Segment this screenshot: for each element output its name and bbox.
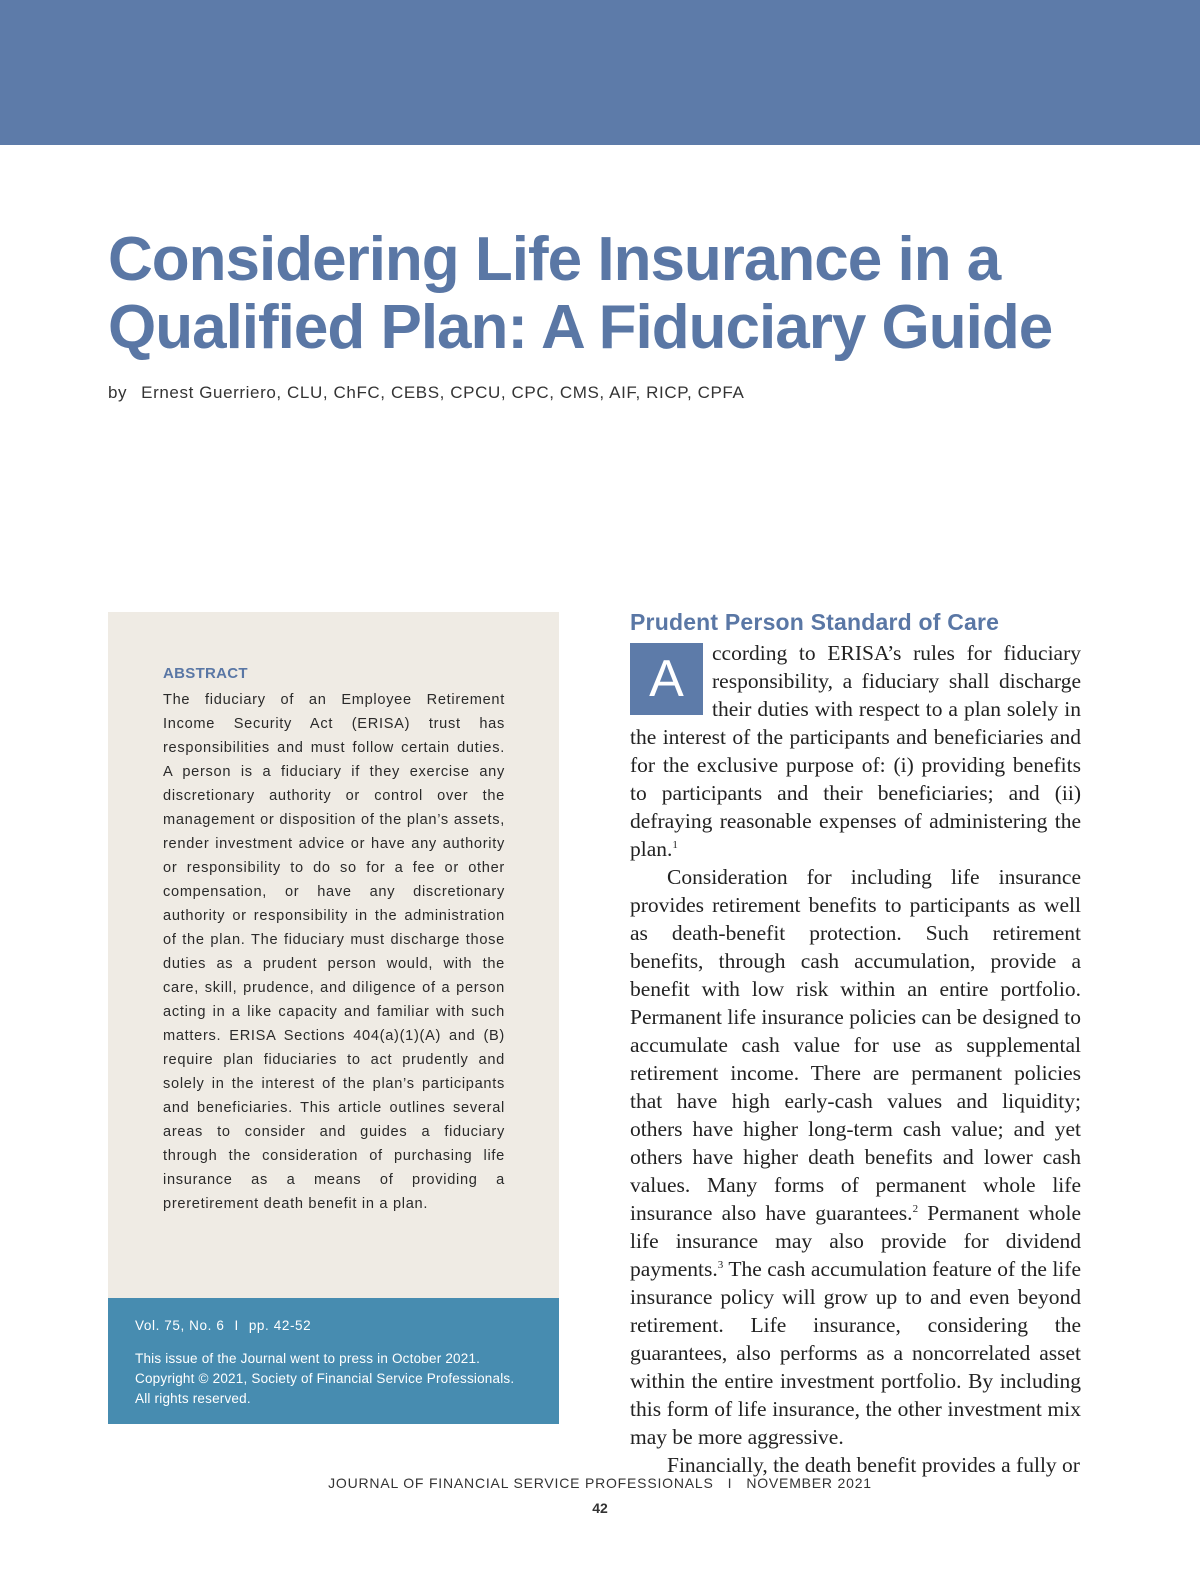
rights-line: All rights reserved.	[135, 1391, 251, 1406]
page-number: 42	[592, 1500, 608, 1516]
copyright-line: Copyright © 2021, Society of Financial Service Professionals.	[135, 1371, 515, 1386]
drop-cap: A	[630, 643, 703, 715]
press-info	[135, 1349, 555, 1409]
footer-separator: I	[727, 1475, 733, 1491]
footnote-ref-1: 1	[672, 838, 678, 851]
footnote-ref-3: 3	[717, 1258, 724, 1271]
issue-info-box	[108, 1298, 559, 1424]
header-color-band	[0, 0, 1200, 145]
body-column	[630, 639, 1081, 1479]
byline-prefix: by	[108, 383, 128, 402]
abstract-heading: ABSTRACT	[163, 665, 248, 682]
journal-name: JOURNAL OF FINANCIAL SERVICE PROFESSIONALS	[328, 1475, 714, 1491]
abstract-text: The fiduciary of an Employee Retirement Income Security Act (ERISA) trust has responsibilities and must follow certain duties. A person is a fiduciary if they exercise any discretionary authority or control over the management or disposition of the plan’s assets, render investment advice or have any authority or responsibility to do so for a fee or other compensation, or have any discretionary authority or responsibility in the administration of the plan. The fiduciary must discharge those duties as a prudent person would, with the care, skill, prudence, and diligence of a person acting in a like capacity and familiar with such matters. ERISA Sections 404(a)(1)(A) and (B) require plan fiduciaries to act prudently and solely in the interest of the plan’s participants and beneficiaries. This article outlines several areas to consider and guides a fiduciary through the consideration of purchasing life insurance as a means of providing a preretirement death benefit in a plan.	[163, 692, 505, 1212]
byline	[108, 383, 744, 403]
author-name: Ernest Guerriero, CLU, ChFC, CEBS, CPCU, CPC, CMS, AIF, RICP, CPFA	[141, 383, 745, 402]
body-paragraph-2: Consideration for including life insurance provides retirement benefits to participants as well as death-benefit protection. Such retirement benefits, through cash accumulation, provide a benefit with low risk within an entire portfolio. Permanent life insurance policies can be designed to accumulate cash value for use as supplemental retirement income. There are permanent policies that have high early-cash values and liquidity; others have higher long-term cash value; and yet others have higher death benefits and lower cash values. Many forms of permanent whole life insurance also have guarantees.$^2$ Permanent whole life insurance may also provide for dividend payments.$^3$ The cash accumulation feature of the life insurance policy will grow up to and even beyond retirement. Life insurance, considering the guarantees, also performs as a noncorrelated asset within the entire investment portfolio. By including this form of life insurance, the other investment mix may be more aggressive.	[630, 865, 1081, 1449]
page-range: pp. 42-52	[248, 1318, 312, 1333]
issue-date: NOVEMBER 2021	[746, 1475, 872, 1491]
volume-number: Vol. 75, No. 6	[135, 1318, 225, 1333]
footnote-ref-2: 2	[912, 1202, 919, 1215]
article-title: Considering Life Insurance in a Qualified Plan: A Fiduciary Guide	[108, 225, 1053, 362]
body-paragraph-1: ccording to ERISA’s rules for fiduciary responsibility, a fiduciary shall discharge their duties with respect to a plan solely in the interest of the participants and beneficiaries and for the exclusive purpose of: (i) providing benefits to participants and their beneficiaries; and (ii) defraying reasonable expenses of administering the plan.$^1$	[630, 641, 1081, 861]
volume-separator: I	[234, 1318, 239, 1333]
body-paragraph-3: Financially, the death benefit provides a fully or	[667, 1453, 1080, 1477]
volume-line	[135, 1318, 311, 1333]
running-footer	[0, 1475, 1200, 1491]
press-date: This issue of the Journal went to press in October 2021.	[135, 1351, 481, 1366]
section-heading: Prudent Person Standard of Care	[630, 609, 1000, 635]
